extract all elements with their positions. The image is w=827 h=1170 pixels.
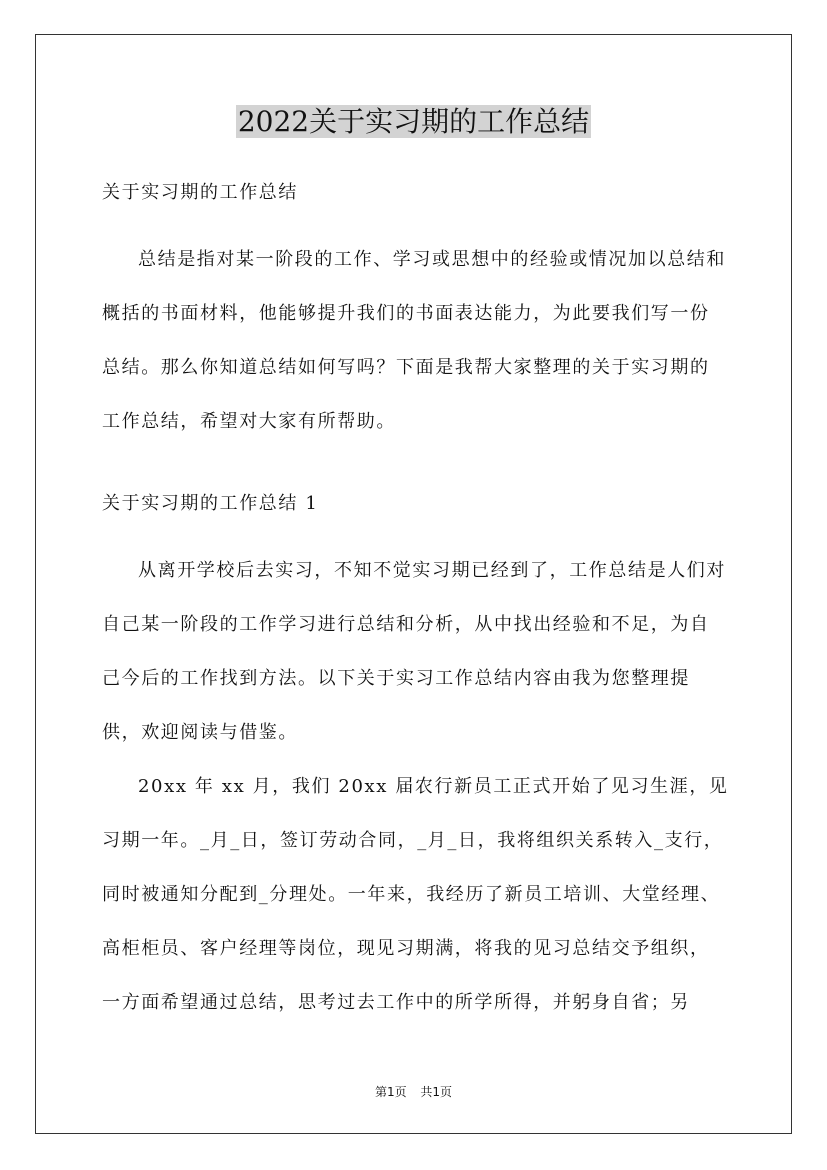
section-heading-intro: 关于实习期的工作总结: [102, 182, 298, 203]
page-number: 第1页: [374, 1085, 407, 1099]
paragraph-intro: 总结是指对某一阶段的工作、学习或思想中的经验或情况加以总结和概括的书面材料，他能够提升我们的书面表达能力，为此要我们写一份总结。那么你知道总结如何写吗？下面是我帮大家整理的关于实习期的工作总结，希望对大家有所帮助。: [102, 249, 726, 432]
document-title-text: 2022关于实习期的工作总结: [237, 105, 590, 138]
document-title: [0, 101, 827, 143]
page-footer: [0, 1083, 827, 1101]
section-heading-1: 关于实习期的工作总结 1: [102, 493, 319, 514]
paragraph-1-2: 20xx 年 xx 月，我们 20xx 届农行新员工正式开始了见习生涯，见习期一年。_月_日，签订劳动合同，_月_日，我将组织关系转入_支行，同时被通知分配到_分理处。一年来，我经历了新员工培训、大堂经理、高柜柜员、客户经理等岗位，现见习期满，将我的见习总结交予组织，一方面希望通过总结，思考过去工作中的所学所得，并躬身自省；另: [102, 776, 729, 1013]
document-body: [102, 178, 729, 1030]
page-total: 共1页: [420, 1085, 453, 1099]
paragraph-1-1: 从离开学校后去实习，不知不觉实习期已经到了，工作总结是人们对自己某一阶段的工作学习进行总结和分析，从中找出经验和不足，为自己今后的工作找到方法。以下关于实习工作总结内容由我为您整理提供，欢迎阅读与借鉴。: [102, 560, 726, 743]
